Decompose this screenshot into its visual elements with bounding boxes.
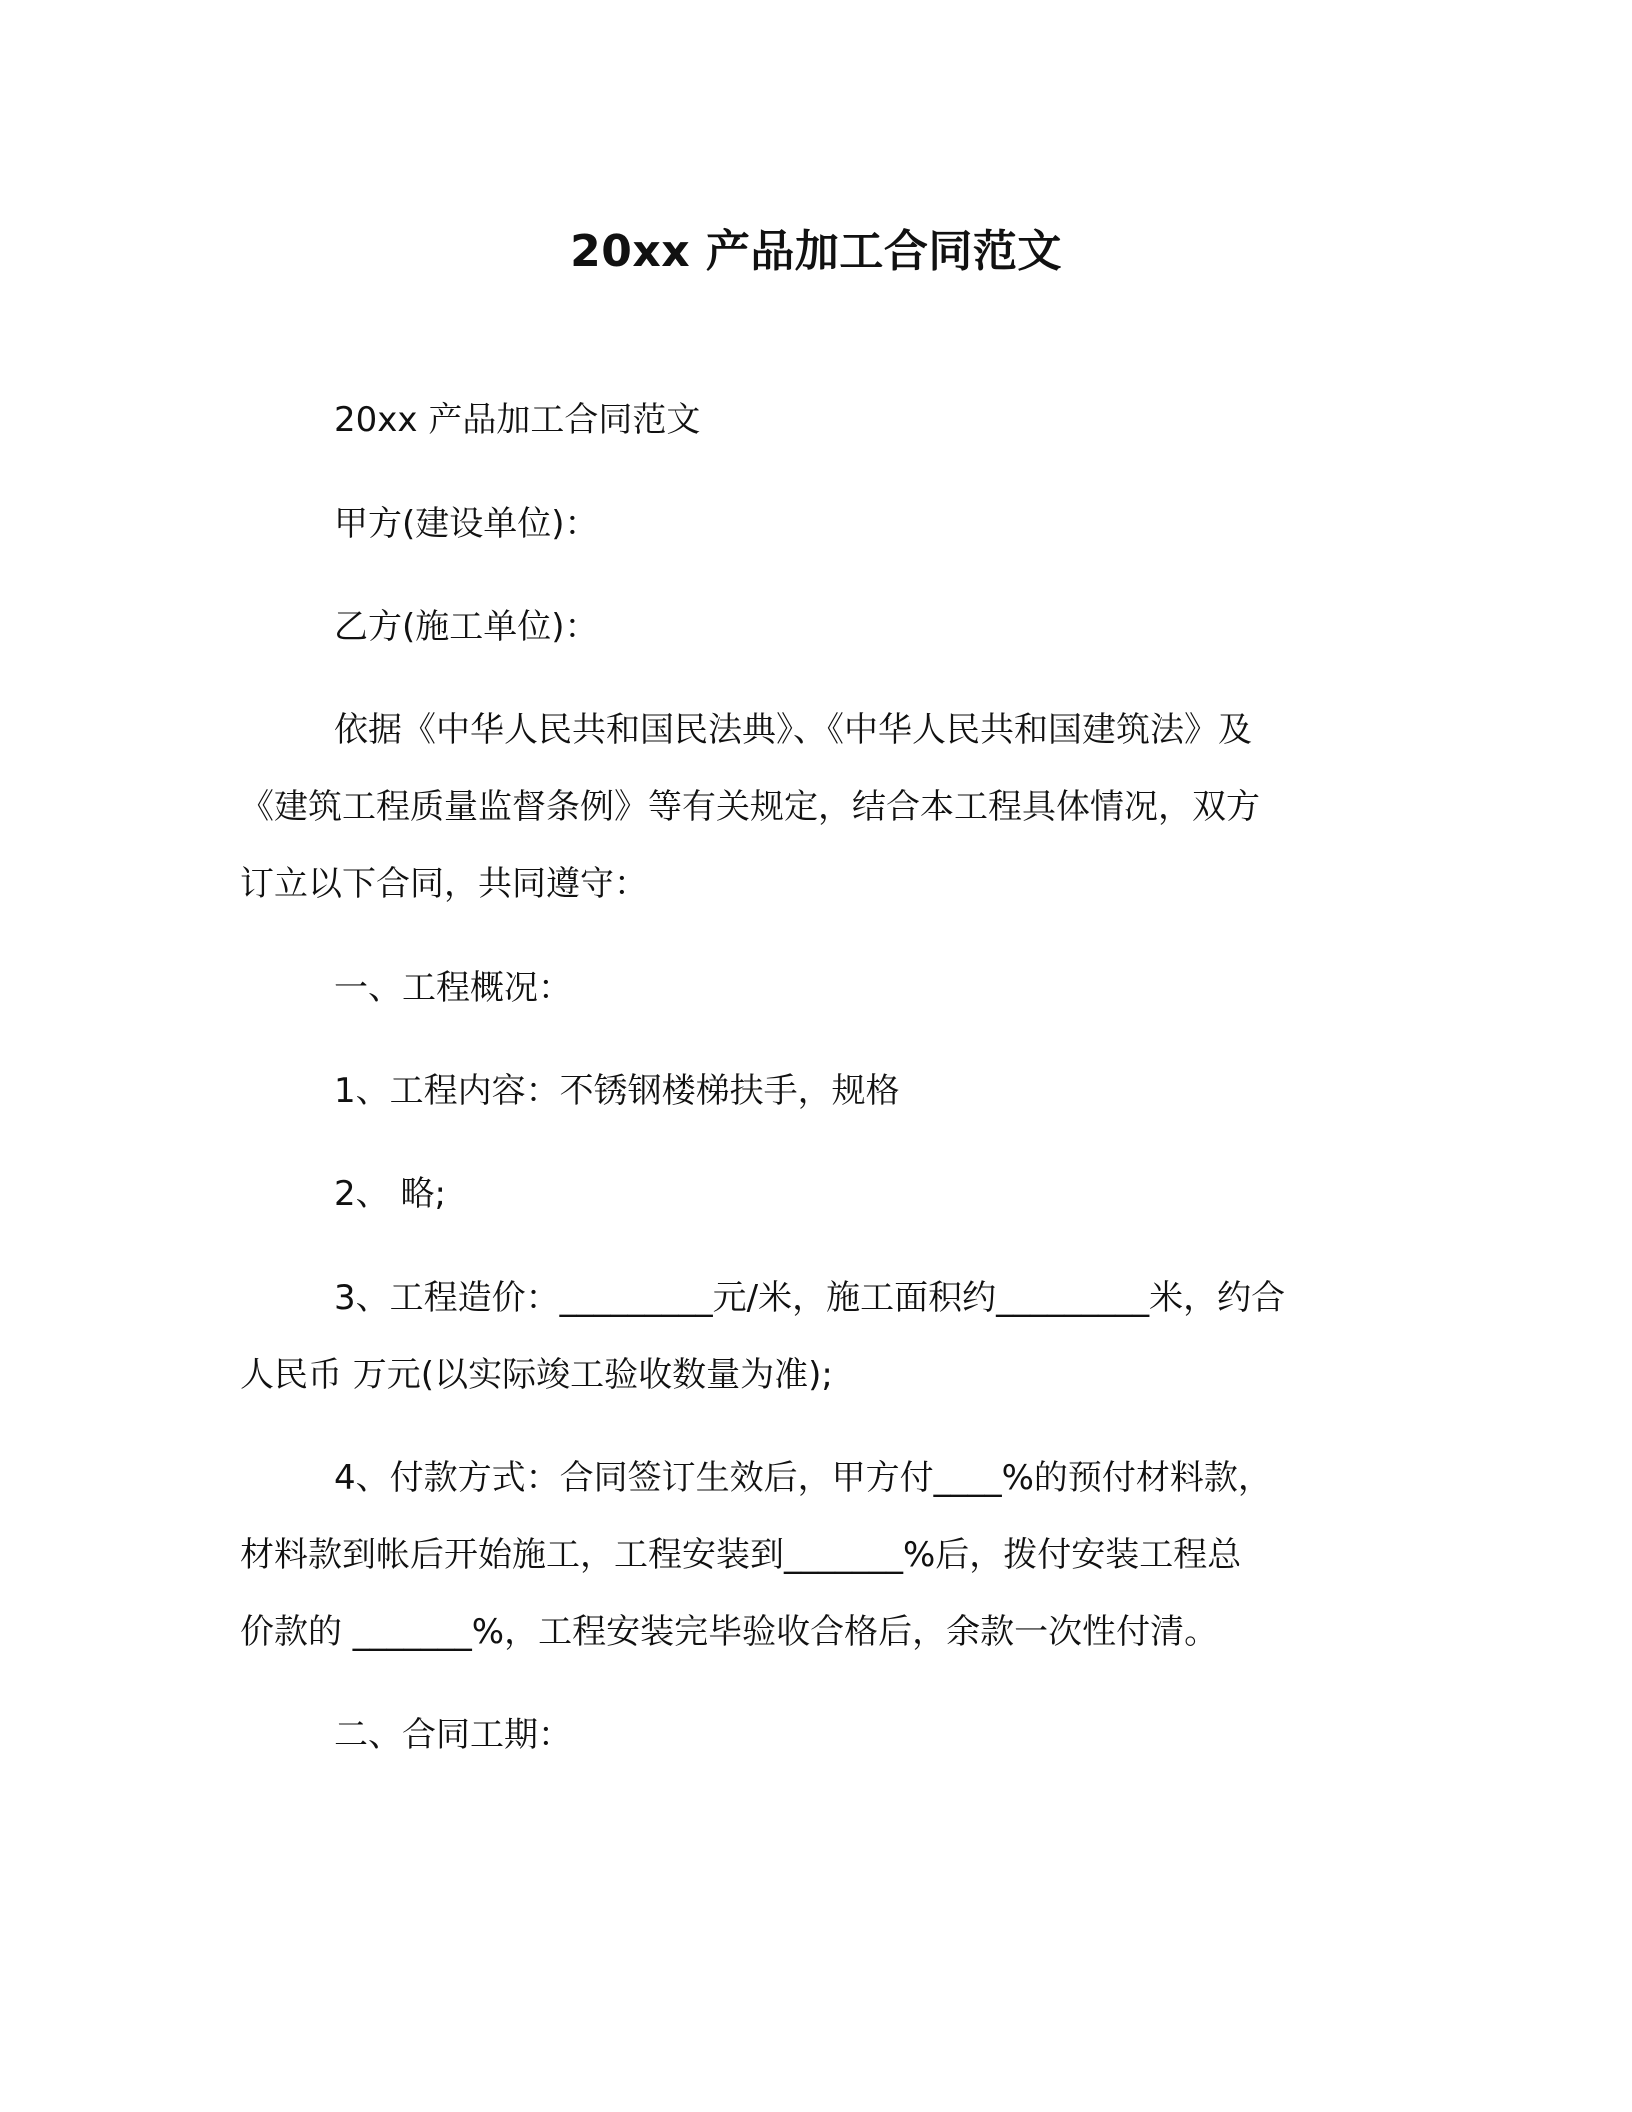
party-b-line: 乙方(施工单位)： <box>334 607 599 647</box>
list-item-4-line-1: 4、付款方式：合同签订生效后，甲方付____%的预付材料款， <box>334 1458 1272 1498</box>
list-item-3-line-2: 人民币 万元(以实际竣工验收数量为准); <box>240 1355 833 1395</box>
preamble-line-1: 依据《中华人民共和国民法典》、《中华人民共和国建筑法》及 <box>334 710 1252 750</box>
preamble-line-3: 订立以下合同，共同遵守： <box>240 864 648 904</box>
list-item-4-line-3: 价款的 _______%，工程安装完毕验收合格后，余款一次性付清。 <box>240 1612 1219 1652</box>
list-item-1: 1、工程内容：不锈钢楼梯扶手，规格 <box>334 1071 900 1111</box>
section-heading-1: 一、工程概况： <box>334 968 572 1008</box>
party-a-line: 甲方(建设单位)： <box>334 504 599 544</box>
section-heading-2: 二、合同工期： <box>334 1715 572 1755</box>
list-item-4-line-2: 材料款到帐后开始施工，工程安装到_______%后，拨付安装工程总 <box>240 1535 1242 1575</box>
document-title: 20xx 产品加工合同范文 <box>570 226 1062 277</box>
list-item-2: 2、 略; <box>334 1174 446 1214</box>
preamble-line-2: 《建筑工程质量监督条例》等有关规定，结合本工程具体情况，双方 <box>240 787 1260 827</box>
list-item-3-line-1: 3、工程造价：_________元/米，施工面积约_________米，约合 <box>334 1278 1286 1318</box>
subtitle: 20xx 产品加工合同范文 <box>334 400 701 440</box>
